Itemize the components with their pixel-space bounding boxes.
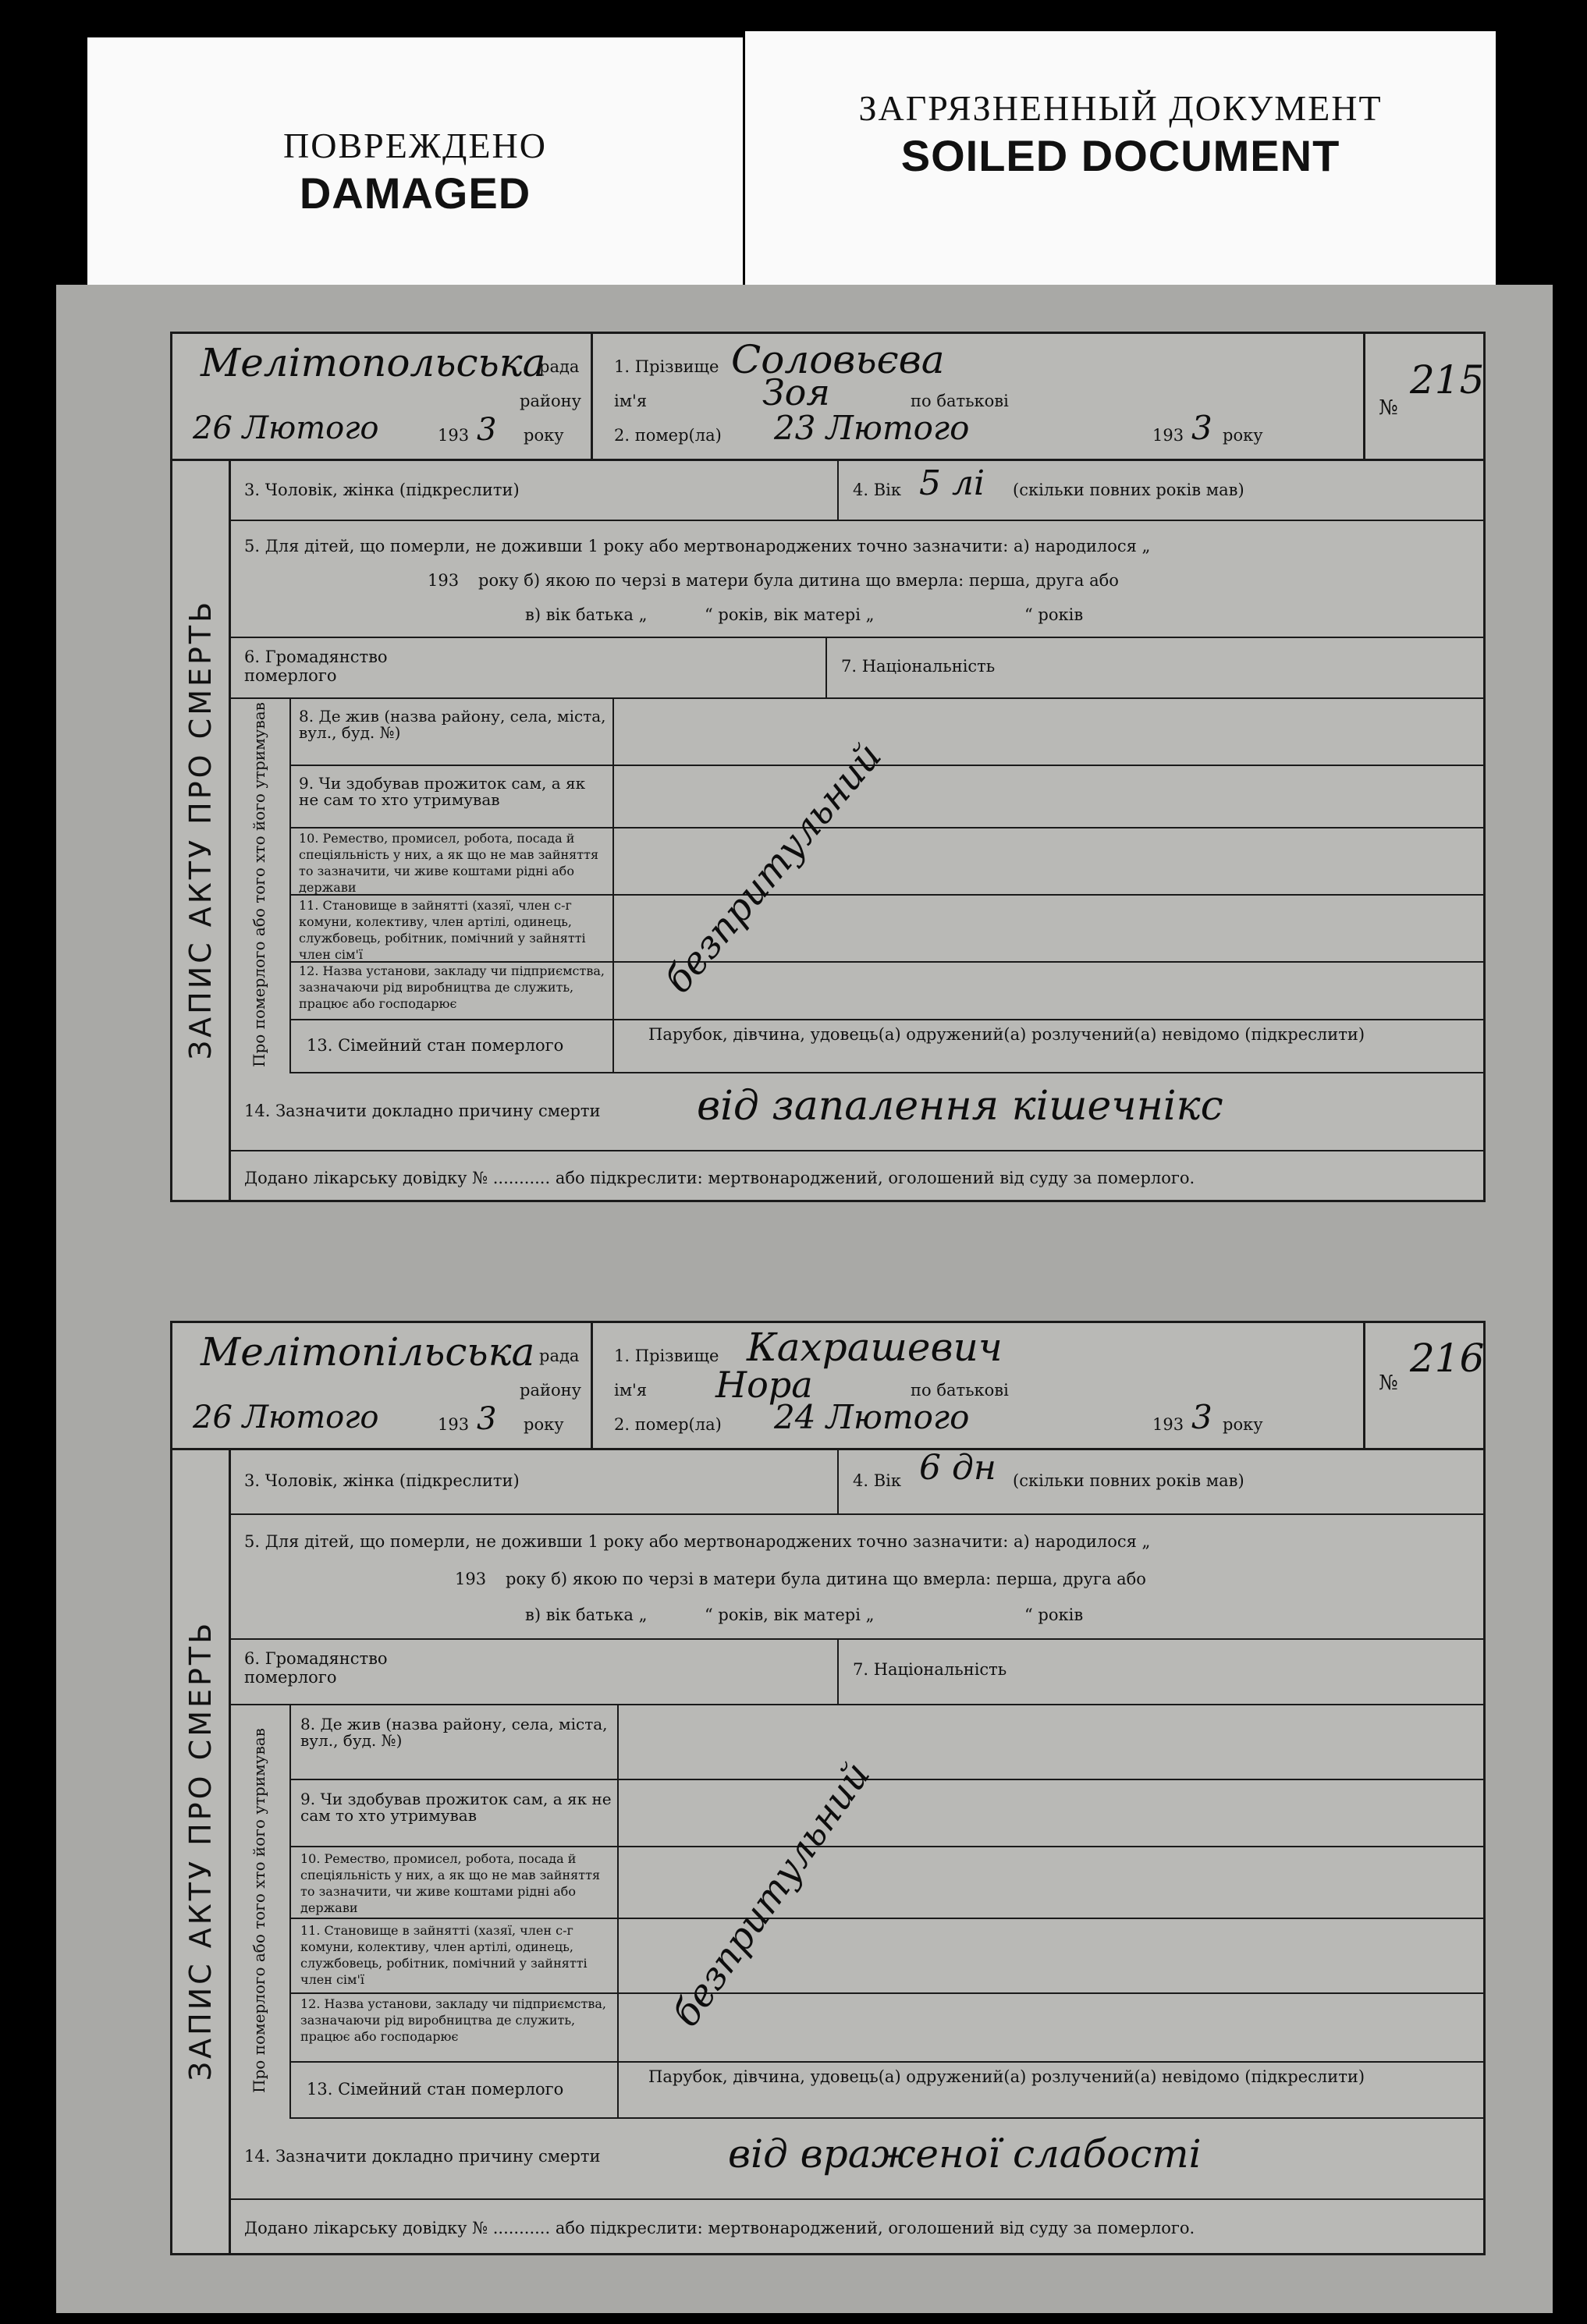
name-cell: [591, 1323, 1365, 1448]
residence-label: 8. Де жив (назва району, села, міста, вул., буд. №): [299, 707, 606, 742]
name-value: Зоя: [762, 371, 830, 413]
nationality-label: 7. Національність: [853, 1660, 1007, 1679]
citizenship-label: 6. Громадянство померлого: [244, 648, 388, 685]
cause-value: від враженої слабості: [728, 2131, 1202, 2177]
row-institution: [289, 961, 1483, 1020]
row-occupation: [289, 827, 1483, 896]
age-label: 4. Вік: [853, 481, 901, 499]
row-institution: [289, 1992, 1483, 2063]
children-line-b: року б) якою по черзі в матери була дитина що вмерла: перша, друга або: [506, 1570, 1146, 1588]
row-citizenship: [229, 637, 1483, 699]
row-marital: [289, 1019, 1483, 1073]
cause-label: 14. Зазначити докладно причину смерти: [244, 2147, 601, 2166]
sex-label: 3. Чоловік, жінка (підкреслити): [244, 481, 520, 499]
side-title: [172, 1448, 231, 2253]
row-cause: [229, 2117, 1483, 2200]
occupation-handwritten: безпритульний: [656, 734, 890, 1002]
soiled-label-ru: ЗАГРЯЗНЕННЫЙ ДОКУМЕНТ: [858, 88, 1383, 128]
surname-label: 1. Прізвище: [614, 357, 719, 376]
sub-side-text: Про померлого або того хто його утримував: [250, 1728, 268, 2093]
citizenship-label: 6. Громадянство померлого: [244, 1649, 388, 1687]
year-digit: 3: [477, 1401, 497, 1437]
rada-value: Мелітопільська: [201, 1329, 535, 1375]
children-line-a: 5. Для дітей, що померли, не доживши 1 року або мертвонароджених точно зазначити: а) народилося „: [244, 1532, 1151, 1551]
children-year: 193: [428, 571, 460, 590]
occupation-handwritten: безпритульний: [664, 1754, 879, 2035]
sub-side: [229, 697, 291, 1072]
surname-label: 1. Прізвище: [614, 1347, 719, 1365]
name-value: Нора: [715, 1364, 813, 1406]
children-year: 193: [455, 1570, 487, 1588]
year-prefix: 193: [438, 426, 470, 445]
number-label: №: [1379, 1371, 1398, 1395]
row-residence: [289, 697, 1483, 766]
row-citizenship: [229, 1638, 1483, 1705]
patronymic-label: по батькові: [911, 392, 1009, 410]
nationality-label: 7. Національність: [841, 657, 996, 676]
cause-value: від запалення кішечнікс: [697, 1083, 1223, 1130]
surname-value: Кахрашевич: [747, 1325, 1003, 1370]
record-header: [172, 1323, 1483, 1450]
row-position: [289, 1918, 1483, 1994]
residence-label: 8. Де жив (назва району, села, міста, вул., буд. №): [300, 1715, 608, 1750]
institution-label: 12. Назва установи, закладу чи підприємства, зазначаючи рід виробництва де служить, працює або господарює: [300, 1996, 606, 2044]
age-value: 6 дн: [919, 1448, 996, 1488]
marital-label: 13. Сімейний стан померлого: [307, 2080, 564, 2099]
row-marital: [289, 2061, 1483, 2119]
number-value: 216: [1410, 1336, 1485, 1381]
side-title-text: ЗАПИС АКТУ ПРО СМЕРТЬ: [183, 1620, 218, 2081]
rada-cell: [172, 1323, 593, 1448]
died-roku-label: року: [1223, 426, 1263, 445]
side-title-text: ЗАПИС АКТУ ПРО СМЕРТЬ: [183, 598, 218, 1060]
footer-note: Додано лікарську довідку № ........... або підкреслити: мертвонароджений, оголошений від суду за померлого.: [244, 2219, 1195, 2237]
children-mother-age: “ років, вік матері „: [705, 605, 875, 624]
died-value: 23 Лютого: [774, 409, 970, 447]
row-sex-age: [229, 1448, 1483, 1515]
record-date: 26 Лютого: [193, 1400, 379, 1435]
occupation-label: 10. Ремество, промисел, робота, посада й спеціяльність у них, а як що не мав зайняття то зазначити, чи живе коштами рідні або держави: [299, 831, 599, 895]
year-prefix: 193: [438, 1415, 470, 1434]
age-label: 4. Вік: [853, 1471, 901, 1490]
rada-cell: [172, 334, 593, 459]
soiled-label-en: SOILED DOCUMENT: [900, 131, 1340, 180]
institution-label: 12. Назва установи, закладу чи підприємства, зазначаючи рід виробництва де служить, працює або господарює: [299, 963, 605, 1011]
rada-label: рада: [539, 1347, 580, 1365]
marital-options: Парубок, дівчина, удовець(а) одружений(а) розлучений(а) невідомо (підкреслити): [648, 2067, 1365, 2086]
died-label: 2. помер(ла): [614, 426, 722, 445]
died-year-digit: 3: [1191, 1398, 1212, 1436]
marital-options: Парубок, дівчина, удовець(а) одружений(а) розлучений(а) невідомо (підкреслити): [648, 1025, 1365, 1044]
died-roku-label: року: [1223, 1415, 1263, 1434]
children-father-age: в) вік батька „: [525, 605, 648, 624]
died-year-digit: 3: [1191, 409, 1212, 447]
register-page: [56, 285, 1553, 2313]
died-label: 2. помер(ла): [614, 1415, 722, 1434]
row-cause: [229, 1072, 1483, 1151]
rada-value: Мелітопольська: [201, 340, 546, 385]
footer-note: Додано лікарську довідку № ........... або підкреслити: мертвонароджений, оголошений від суду за померлого.: [244, 1169, 1195, 1187]
row-occupation: [289, 1846, 1483, 1919]
children-father-age: в) вік батька „: [525, 1606, 648, 1624]
children-mother-age: “ років, вік матері „: [705, 1606, 875, 1624]
age-note: (скільки повних років мав): [1013, 481, 1244, 499]
livelihood-label: 9. Чи здобував прожиток сам, а як не сам то хто утримував: [300, 1790, 612, 1825]
row-children: [229, 1513, 1483, 1640]
rada-label: рада: [539, 357, 580, 376]
name-cell: [591, 334, 1365, 459]
name-label: ім'я: [614, 392, 648, 410]
marital-label: 13. Сімейний стан померлого: [307, 1036, 564, 1055]
livelihood-label: 9. Чи здобував прожиток сам, а як не сам то хто утримував: [299, 774, 586, 809]
sub-side: [229, 1704, 291, 2117]
died-year-prefix: 193: [1152, 426, 1184, 445]
rayonu-label: району: [520, 1381, 581, 1400]
age-note: (скільки повних років мав): [1013, 1471, 1244, 1490]
record-date: 26 Лютого: [193, 410, 379, 446]
children-line-a: 5. Для дітей, що померли, не доживши 1 року або мертвонароджених точно зазначити: а) народилося „: [244, 537, 1151, 555]
number-label: №: [1379, 396, 1398, 420]
record-header: [172, 334, 1483, 461]
row-sex-age: [229, 459, 1483, 521]
number-value: 215: [1410, 357, 1485, 403]
side-title: [172, 459, 231, 1200]
row-position: [289, 894, 1483, 963]
roku-label: року: [524, 1415, 564, 1434]
age-value: 5 лі: [919, 463, 985, 503]
death-record-form-2: [170, 1321, 1486, 2255]
row-children: [229, 520, 1483, 638]
sex-label: 3. Чоловік, жінка (підкреслити): [244, 1471, 520, 1490]
children-years: “ років: [1024, 1606, 1084, 1624]
patronymic-label: по батькові: [911, 1381, 1009, 1400]
sub-side-text: Про померлого або того хто його утримував: [250, 702, 268, 1067]
damaged-label-ru: ПОВРЕЖДЕНО: [283, 126, 547, 165]
died-year-prefix: 193: [1152, 1415, 1184, 1434]
occupation-label: 10. Ремество, промисел, робота, посада й спеціяльність у них, а як що не мав зайняття то зазначити, чи живе коштами рідні або держави: [300, 1851, 601, 1915]
roku-label: року: [524, 426, 564, 445]
soiled-slip: [745, 31, 1496, 289]
number-cell: [1363, 334, 1483, 459]
children-line-b: року б) якою по черзі в матери була дитина що вмерла: перша, друга або: [478, 571, 1119, 590]
rayonu-label: району: [520, 392, 581, 410]
death-record-form-1: [170, 332, 1486, 1202]
row-residence: [289, 1704, 1483, 1780]
surname-value: Соловьєва: [731, 337, 945, 382]
position-label: 11. Становище в зайнятті (хазяї, член с-г комуни, колективу, член артілі, одинець, службовець, робітник, помічний у зайнятті член сім'ї: [300, 1923, 588, 1987]
year-digit: 3: [477, 412, 497, 448]
damaged-label-en: DAMAGED: [299, 169, 531, 218]
position-label: 11. Становище в зайнятті (хазяї, член с-г комуни, колективу, член артілі, одинець, службовець, робітник, помічний у зайнятті член сім'ї: [299, 898, 586, 962]
damaged-slip: [87, 37, 743, 295]
number-cell: [1363, 1323, 1483, 1448]
cause-label: 14. Зазначити докладно причину смерти: [244, 1102, 601, 1120]
row-livelihood: [289, 1779, 1483, 1847]
died-value: 24 Лютого: [774, 1398, 970, 1436]
children-years: “ років: [1024, 605, 1084, 624]
name-label: ім'я: [614, 1381, 648, 1400]
row-livelihood: [289, 765, 1483, 828]
